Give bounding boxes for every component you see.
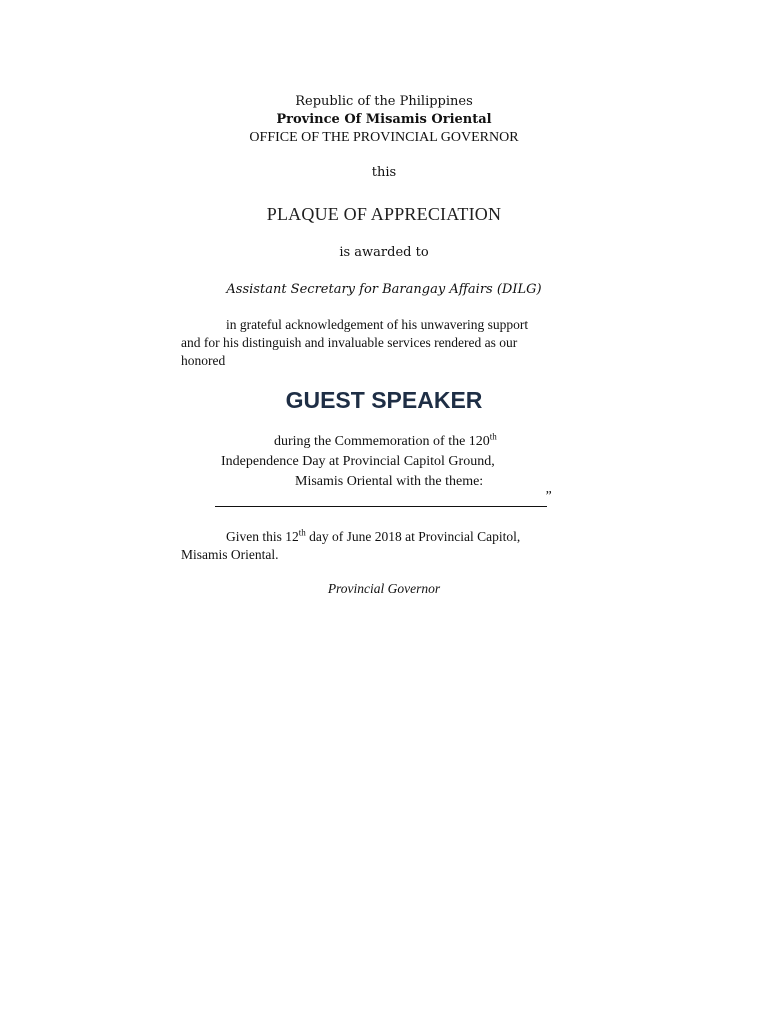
theme-blank-line <box>215 506 547 507</box>
given-prefix: Given this 12 <box>226 529 299 544</box>
republic-line: Republic of the Philippines <box>295 94 473 109</box>
office-line: OFFICE OF THE PROVINCIAL GOVERNOR <box>249 130 519 145</box>
given-line-1 <box>226 529 520 545</box>
province-line: Province Of Misamis Oriental <box>276 112 492 127</box>
given-line-2: Misamis Oriental. <box>181 547 279 562</box>
citation-line-2: and for his distinguish and invaluable services rendered as our <box>181 335 518 350</box>
event-line-1 <box>274 431 497 450</box>
event-ordinal-suffix: th <box>489 431 497 442</box>
citation-line-1: in grateful acknowledgement of his unwavering support <box>226 317 529 332</box>
event-line-2: Independence Day at Provincial Capitol Ground, <box>221 454 495 469</box>
given-suffix: day of June 2018 at Provincial Capitol, <box>305 529 521 544</box>
event-line-1-text: during the Commemoration of the 120 <box>274 434 490 449</box>
plaque-title: PLAQUE OF APPRECIATION <box>266 204 502 224</box>
signatory-title: Provincial Governor <box>327 581 441 596</box>
intro-text: this <box>371 165 397 180</box>
given-ordinal-suffix: th <box>298 527 306 538</box>
theme-closing-quote: ” <box>544 489 552 504</box>
event-line-3: Misamis Oriental with the theme: <box>295 474 484 489</box>
awarded-text: is awarded to <box>339 245 429 260</box>
citation-line-3: honored <box>181 353 226 368</box>
guest-speaker-heading: GUEST SPEAKER <box>285 387 483 413</box>
recipient-text: Assistant Secretary for Barangay Affairs (DILG) <box>226 282 542 297</box>
